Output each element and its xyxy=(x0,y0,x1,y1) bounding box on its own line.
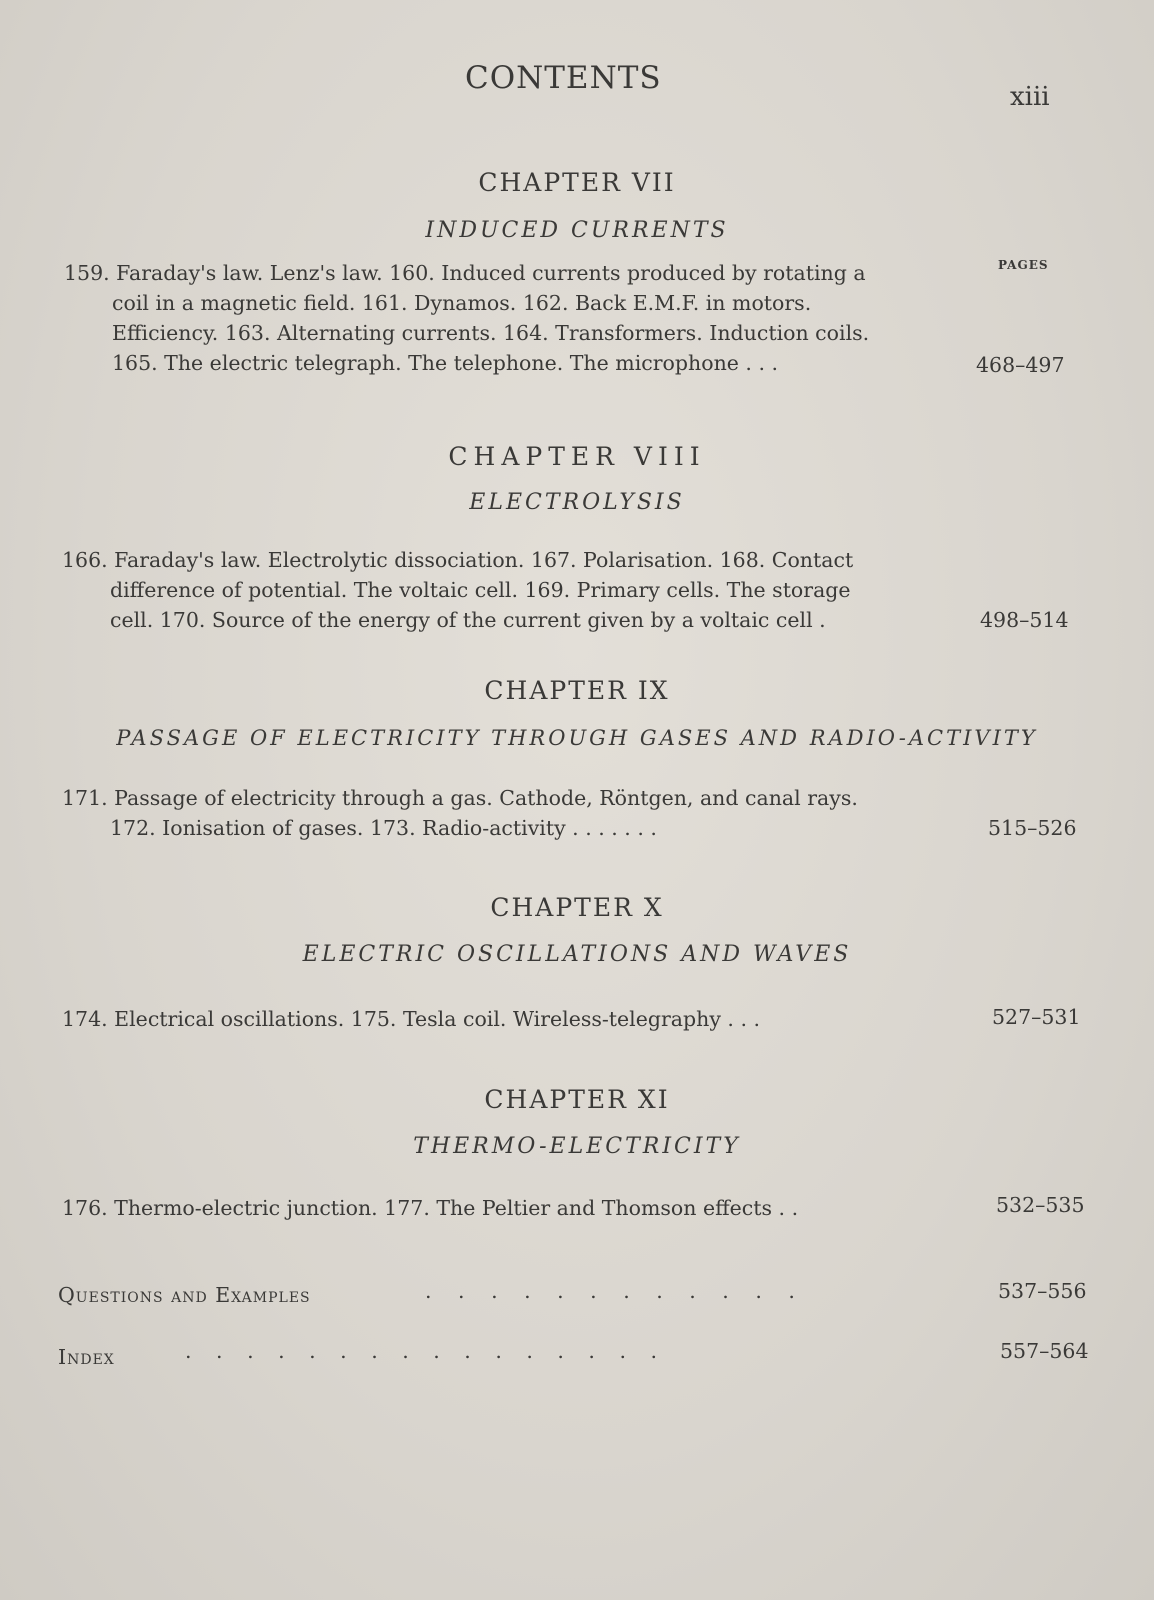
entry-line: 165. The electric telegraph. The telephone. The microphone . . . xyxy=(112,351,778,375)
entry-line: 176. Thermo-electric junction. 177. The Peltier and Thomson effects . . xyxy=(62,1196,799,1220)
chapter-heading: CHAPTER XI xyxy=(484,1085,670,1114)
entry-line: 171. Passage of electricity through a gas. Cathode, Röntgen, and canal rays. xyxy=(62,786,858,810)
chapter-subtitle: ELECTRIC OSCILLATIONS AND WAVES xyxy=(302,942,852,967)
leader-dots: . . . . . . . . . . . . xyxy=(425,1279,805,1303)
page-range: 468–497 xyxy=(976,353,1065,377)
pages-column-label: PAGES xyxy=(998,258,1049,272)
chapter-heading: CHAPTER VII xyxy=(478,168,676,197)
page-number: xiii xyxy=(1010,82,1050,112)
page-range: 537–556 xyxy=(998,1279,1087,1303)
page-range: 498–514 xyxy=(980,608,1069,632)
entry-line: 174. Electrical oscillations. 175. Tesla coil. Wireless-telegraphy . . . xyxy=(62,1007,761,1031)
entry-line: difference of potential. The voltaic cell. 169. Primary cells. The storage xyxy=(110,578,851,602)
chapter-subtitle: THERMO-ELECTRICITY xyxy=(413,1134,741,1159)
chapter-heading: CHAPTER VIII xyxy=(448,442,706,471)
chapter-heading: CHAPTER IX xyxy=(484,676,670,705)
chapter-heading: CHAPTER X xyxy=(490,893,664,922)
entry-line: cell. 170. Source of the energy of the current given by a voltaic cell . xyxy=(110,608,826,632)
running-head: CONTENTS xyxy=(465,60,662,96)
chapter-subtitle: ELECTROLYSIS xyxy=(469,490,685,515)
entry-line: Efficiency. 163. Alternating currents. 164. Transformers. Induction coils. xyxy=(112,321,870,345)
page-range: 557–564 xyxy=(1000,1339,1089,1363)
leader-dots: . . . . . . . . . . . . . . . . xyxy=(185,1339,667,1363)
entry-label: Questions and Examples xyxy=(58,1283,311,1307)
entry-line: coil in a magnetic field. 161. Dynamos. 162. Back E.M.F. in motors. xyxy=(112,291,812,315)
chapter-subtitle: PASSAGE OF ELECTRICITY THROUGH GASES AND RADIO-ACTIVITY xyxy=(116,726,1038,750)
entry-line: 166. Faraday's law. Electrolytic dissociation. 167. Polarisation. 168. Contact xyxy=(62,548,854,572)
page-range: 515–526 xyxy=(988,816,1077,840)
entry-line: 159. Faraday's law. Lenz's law. 160. Induced currents produced by rotating a xyxy=(64,261,866,285)
page-range: 532–535 xyxy=(996,1193,1085,1217)
entry-label: Index xyxy=(58,1345,115,1369)
page-range: 527–531 xyxy=(992,1005,1081,1029)
entry-line: 172. Ionisation of gases. 173. Radio-activity . . . . . . . xyxy=(110,816,657,840)
chapter-subtitle: INDUCED CURRENTS xyxy=(425,218,729,243)
